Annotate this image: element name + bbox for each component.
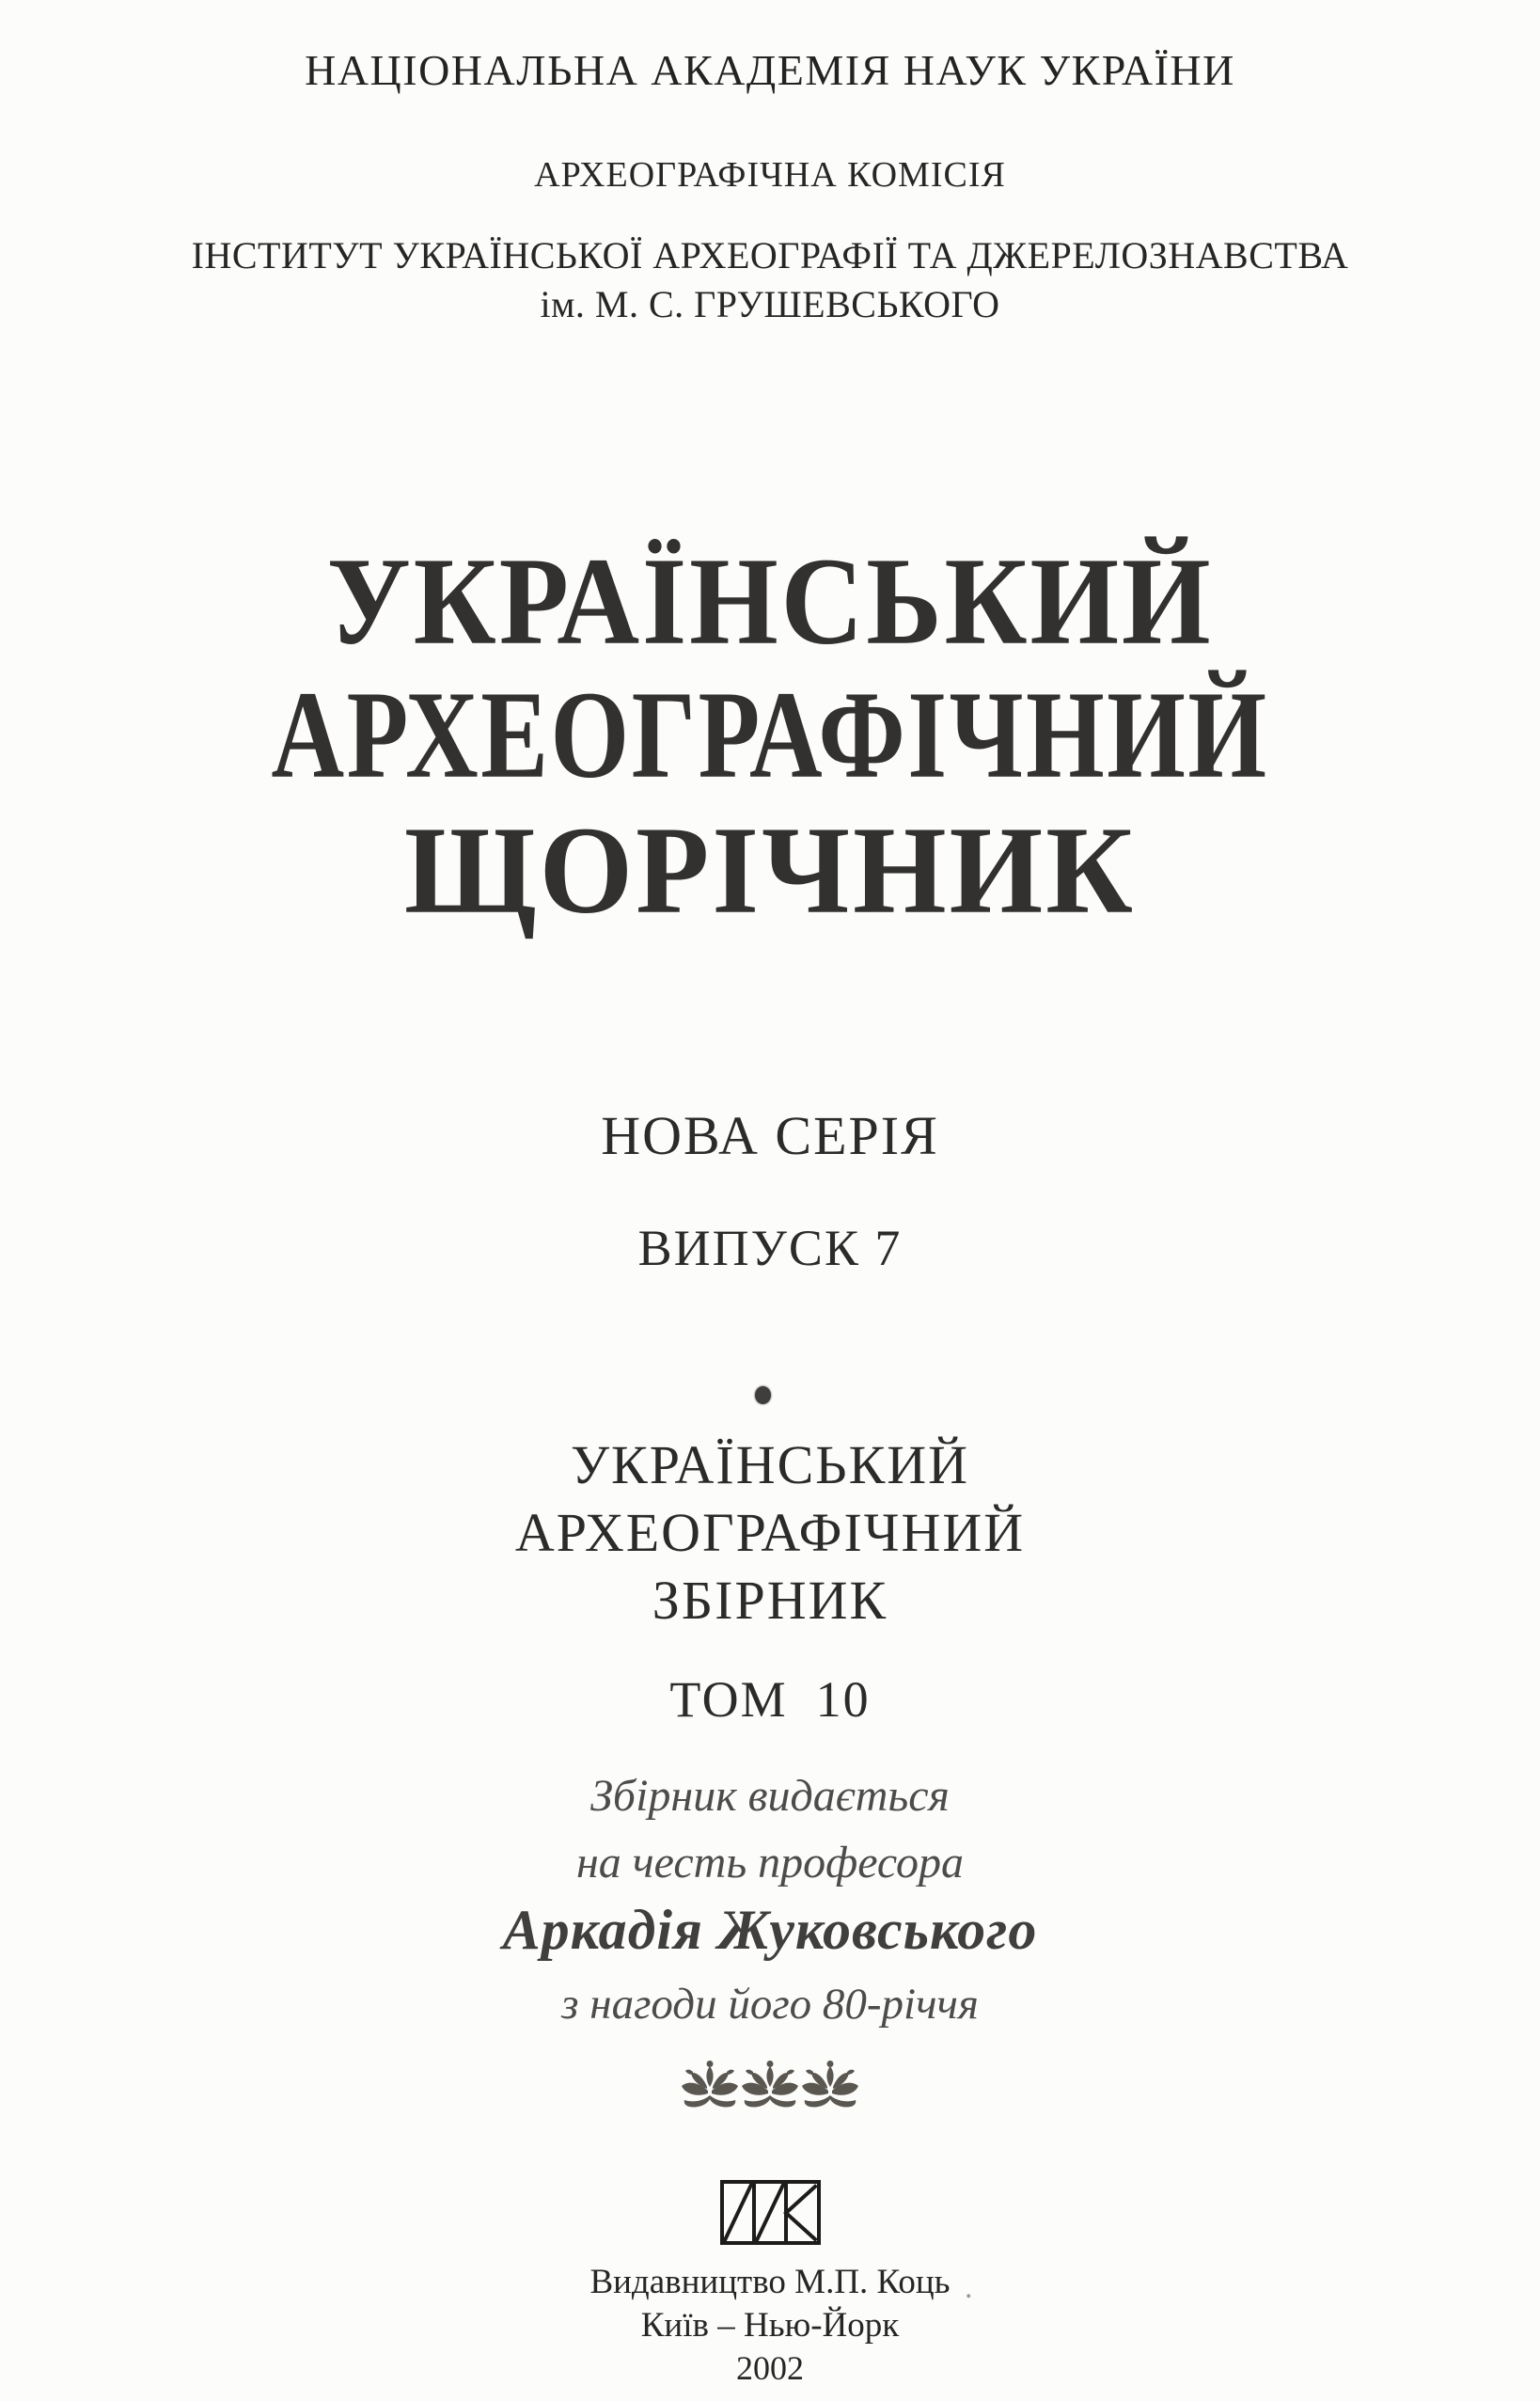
commission-name: АРХЕОГРАФІЧНА КОМІСІЯ bbox=[534, 155, 1006, 195]
volume-label bbox=[0, 1671, 1540, 1728]
dedication-line-1: Збірник видається bbox=[590, 1771, 950, 1821]
series-name: НОВА СЕРІЯ bbox=[601, 1105, 939, 1166]
issue-number: ВИПУСК 7 bbox=[637, 1220, 903, 1276]
academy-name: НАЦІОНАЛЬНА АКАДЕМІЯ НАУК УКРАЇНИ bbox=[305, 46, 1235, 94]
main-title-line-1: УКРАЇНСЬКИЙ bbox=[326, 531, 1214, 671]
collection-title-line-2: АРХЕОГРАФІЧНИЙ bbox=[514, 1502, 1026, 1563]
fleuron-ornament-icon bbox=[681, 2060, 859, 2113]
cities-line: Київ – Нью-Йорк bbox=[640, 2306, 900, 2345]
collection-title-line-1: УКРАЇНСЬКИЙ bbox=[570, 1434, 970, 1495]
main-title-line-2: АРХЕОГРАФІЧНИЙ bbox=[271, 665, 1269, 804]
collection-title-line-3: ЗБІРНИК bbox=[652, 1570, 888, 1631]
dedication-line-2: на честь професора bbox=[575, 1838, 965, 1888]
institute-name-line-1: ІНСТИТУТ УКРАЇНСЬКОЇ АРХЕОГРАФІЇ ТА ДЖЕРЕЛОЗНАВСТВА bbox=[191, 234, 1349, 276]
dedication-line-3: з нагоди його 80-річчя bbox=[561, 1980, 979, 2029]
institute-name-line-2: ім. М. С. ГРУШЕВСЬКОГО bbox=[540, 283, 1000, 325]
separator-bullet-icon bbox=[755, 1386, 771, 1404]
publisher-line: Видавництво М.П. Коць bbox=[589, 2263, 951, 2301]
volume-word: ТОМ bbox=[669, 1671, 788, 1728]
honoree-name: Аркадія Жуковського bbox=[502, 1899, 1038, 1961]
year-line: 2002 bbox=[736, 2349, 804, 2387]
scan-artifact-dot: . bbox=[965, 2270, 973, 2305]
volume-number: 10 bbox=[815, 1671, 871, 1728]
main-title-line-3: ЩОРІЧНИК bbox=[404, 800, 1136, 940]
publisher-logo-icon bbox=[720, 2180, 821, 2245]
